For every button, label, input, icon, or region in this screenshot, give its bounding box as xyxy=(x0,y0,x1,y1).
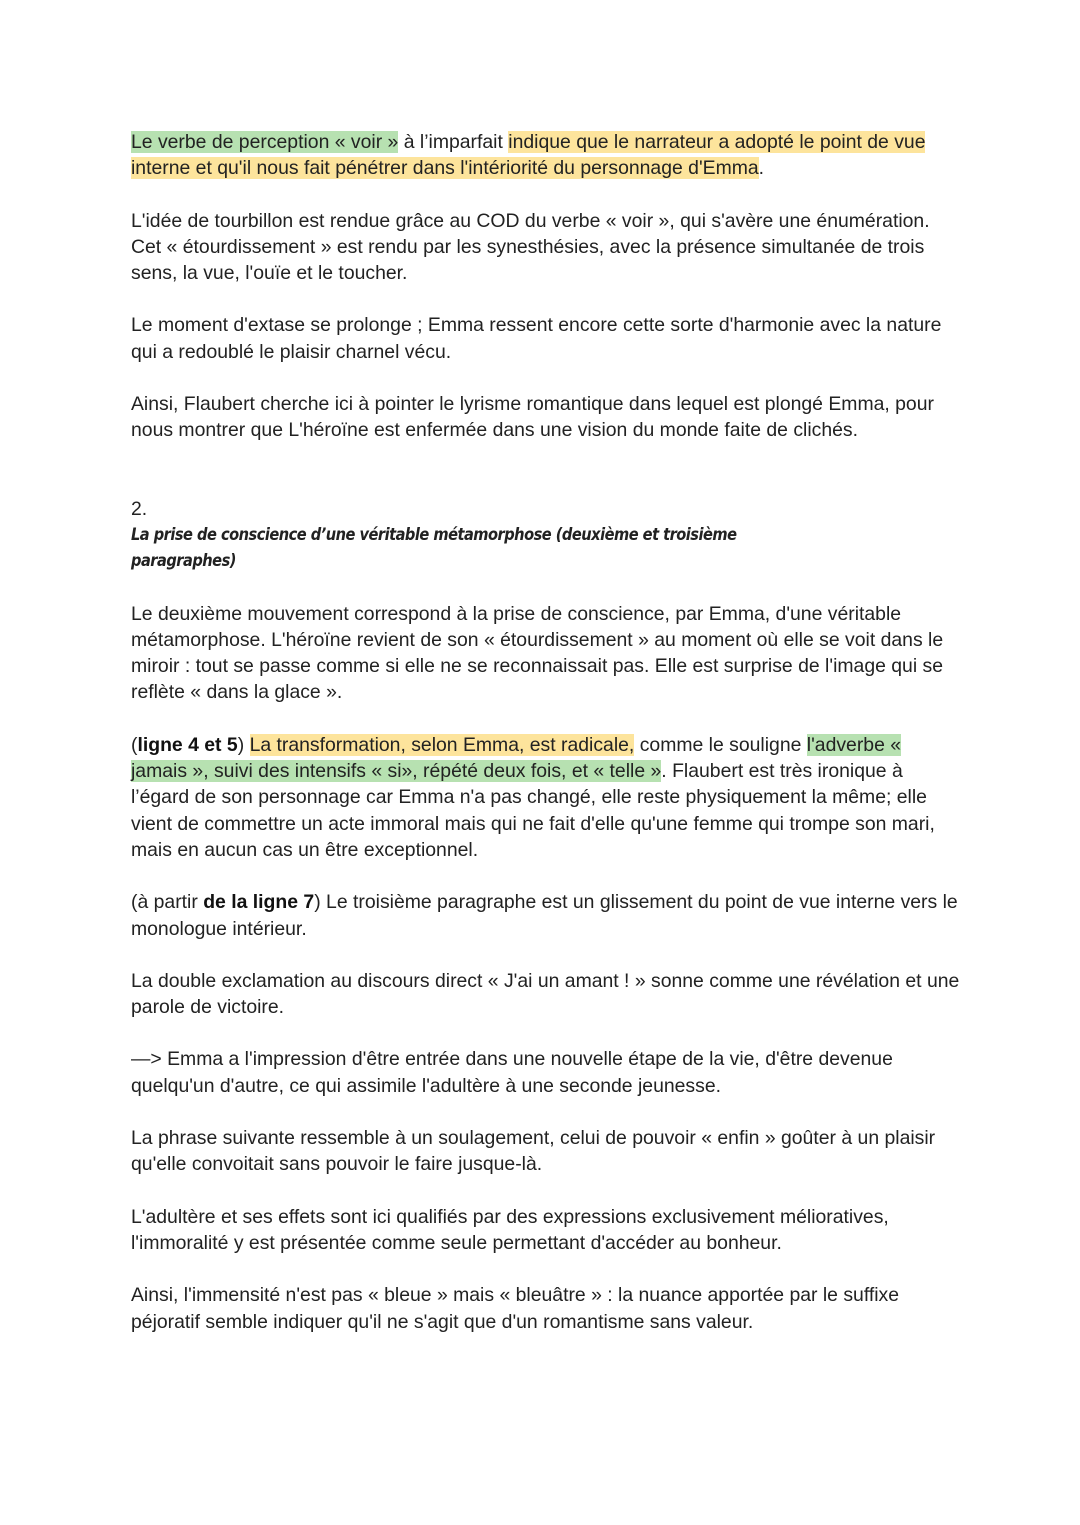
text-run: ) Le troisième paragraphe est un glissement du point de vue interne vers le monologue intérieur. xyxy=(131,891,958,940)
text-run: . Flaubert est très ironique à l’égard de son personnage car Emma n'a pas changé, elle reste physiquement la même; elle vient de commettre un acte immoral mais qui ne fait d'elle qu'une femme qui trompe son mari, mais en aucun cas un être exceptionnel. xyxy=(131,760,935,861)
text-run: comme le souligne xyxy=(634,733,807,756)
text-run: ) xyxy=(237,733,250,756)
paragraph-soulagement: La phrase suivante ressemble à un soulagement, celui de pouvoir « enfin » goûter à un plaisir qu'elle convoitait sans pouvoir le faire jusque-là. xyxy=(131,1127,936,1176)
line-reference: de la ligne 7 xyxy=(203,891,315,914)
highlight-green: l'adverbe « jamais », suivi des intensifs « si», répété deux fois, et « telle » xyxy=(131,733,902,783)
paragraph-deuxieme-mouvement: Le deuxième mouvement correspond à la prise de conscience, par Emma, d'une véritable métamorphose. L'héroïne revient de son « étourdissement » au moment où elle se voit dans le miroir : tout se passe comme si elle ne se reconnaissait pas. Elle est surprise de l'image qui se reflète « dans la glace ». xyxy=(131,602,944,704)
heading-title: La prise de conscience d’une véritable métamorphose (deuxième et troisième paragraphes) xyxy=(131,524,737,572)
text-run: . xyxy=(758,157,765,180)
paragraph-troisieme xyxy=(131,889,960,942)
paragraph-tourbillon: L'idée de tourbillon est rendue grâce au COD du verbe « voir », qui s'avère une énumération. Cet « étourdissement » est rendu par les synesthésies, avec la présence simultanée de trois sens, la vue, l'ouïe et le toucher. xyxy=(131,209,930,285)
text-run: ( xyxy=(131,733,138,756)
highlight-green: Le verbe de perception « voir » xyxy=(131,131,399,153)
line-reference: ligne 4 et 5 xyxy=(137,733,238,756)
text-run: (à partir xyxy=(131,891,204,914)
paragraph-lyrisme: Ainsi, Flaubert cherche ici à pointer le lyrisme romantique dans lequel est plongé Emma, pour nous montrer que L'héroïne est enfermée dans une vision du monde faite de clichés. xyxy=(131,393,934,442)
paragraph-extase: Le moment d'extase se prolonge ; Emma ressent encore cette sorte d'harmonie avec la nature qui a redoublé le plaisir charnel vécu. xyxy=(131,314,942,363)
paragraph-perception-verb xyxy=(131,129,960,182)
paragraph-impression: —> Emma a l'impression d'être entrée dans une nouvelle étape de la vie, d'être devenue quelqu'un d'autre, ce qui assimile l'adultère à une seconde jeunesse. xyxy=(131,1048,893,1097)
paragraph-exclamation: La double exclamation au discours direct « J'ai un amant ! » sonne comme une révélation et une parole de victoire. xyxy=(131,969,960,1019)
text-run: à l’imparfait xyxy=(398,131,509,153)
section-heading xyxy=(131,496,960,575)
highlight-yellow: indique que le narrateur a adopté le point de vue interne et qu'il nous fait pénétrer dans l'intériorité du personnage d'Emma xyxy=(131,131,926,180)
heading-number: 2. xyxy=(131,497,148,520)
paragraph-adultere: L'adultère et ses effets sont ici qualifiés par des expressions exclusivement mélioratives, l'immoralité y est présentée comme seule permettant d'accéder au bonheur. xyxy=(131,1205,889,1254)
paragraph-bleuatre: Ainsi, l'immensité n'est pas « bleue » mais « bleuâtre » : la nuance apportée par le suffixe péjoratif semble indiquer qu'il ne s'agit que d'un romantisme sans valeur. xyxy=(131,1284,900,1333)
paragraph-transformation xyxy=(131,732,960,863)
highlight-yellow: La transformation, selon Emma, est radicale, xyxy=(249,733,635,756)
